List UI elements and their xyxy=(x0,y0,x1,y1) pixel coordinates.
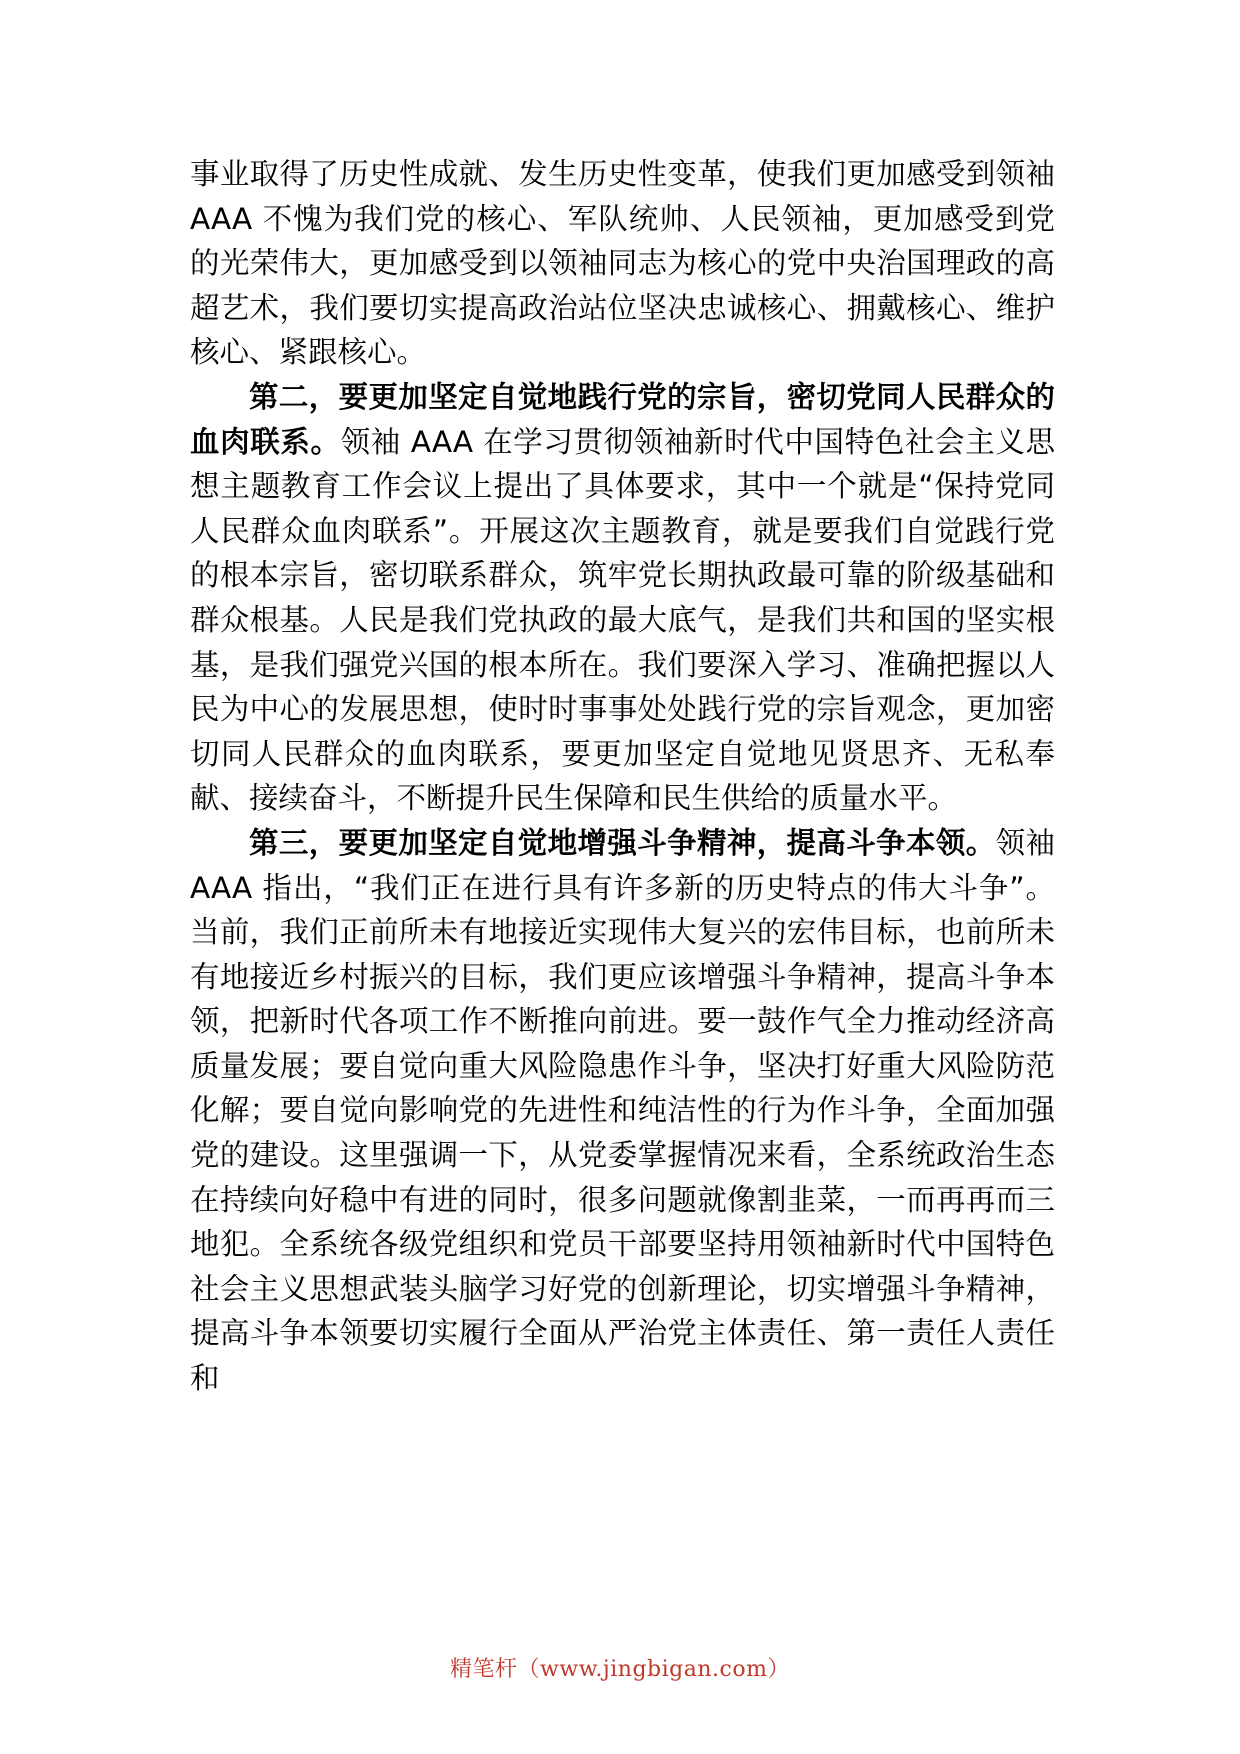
footer-watermark-link[interactable]: 精笔杆（www.jingbigan.com） xyxy=(450,1657,790,1682)
paragraph-1-text: 事业取得了历史性成就、发生历史性变革，使我们更加感受到领袖 AAA 不愧为我们党的核心、军队统帅、人民领袖，更加感受到党的光荣伟大，更加感受到以领袖同志为核心的党中央治国理政的高超艺术，我们要切实提高政治站位坚决忠诚核心、拥戴核心、维护核心、紧跟核心。 xyxy=(190,157,1055,370)
paragraph-3 xyxy=(190,821,1055,1401)
paragraph-2-text: 领袖 AAA 在学习贯彻领袖新时代中国特色社会主义思想主题教育工作会议上提出了具体要求，其中一个就是“保持党同人民群众血肉联系”。开展这次主题教育，就是要我们自觉践行党的根本宗旨，密切联系群众，筑牢党长期执政最可靠的阶级基础和群众根基。人民是我们党执政的最大底气，是我们共和国的坚实根基，是我们强党兴国的根本所在。我们要深入学习、准确把握以人民为中心的发展思想，使时时事事处处践行党的宗旨观念，更加密切同人民群众的血肉联系，要更加坚定自觉地见贤思齐、无私奉献、接续奋斗，不断提升民生保障和民生供给的质量水平。 xyxy=(190,424,1055,816)
paragraph-3-text: 领袖 AAA 指出，“我们正在进行具有许多新的历史特点的伟大斗争”。当前，我们正前所未有地接近实现伟大复兴的宏伟目标，也前所未有地接近乡村振兴的目标，我们更应该增强斗争精神，提高斗争本领，把新时代各项工作不断推向前进。要一鼓作气全力推动经济高质量发展；要自觉向重大风险隐患作斗争，坚决打好重大风险防范化解；要自觉向影响党的先进性和纯洁性的行为作斗争，全面加强党的建设。这里强调一下，从党委掌握情况来看，全系统政治生态在持续向好稳中有进的同时，很多问题就像割韭菜，一而再再而三地犯。全系统各级党组织和党员干部要坚持用领袖新时代中国特色社会主义思想武装头脑学习好党的创新理论，切实增强斗争精神，提高斗争本领要切实履行全面从严治党主体责任、第一责任人责任和 xyxy=(190,825,1055,1396)
paragraph-2 xyxy=(190,375,1055,821)
document-body xyxy=(190,152,1055,1401)
paragraph-2-lead: 第二，要更加坚定自觉地践行党的宗旨，密切党同人民群众的血肉联系。 xyxy=(190,379,1055,459)
paragraph-3-lead: 第三，要更加坚定自觉地增强斗争精神，提高斗争本领。 xyxy=(249,825,996,860)
paragraph-1 xyxy=(190,152,1055,375)
